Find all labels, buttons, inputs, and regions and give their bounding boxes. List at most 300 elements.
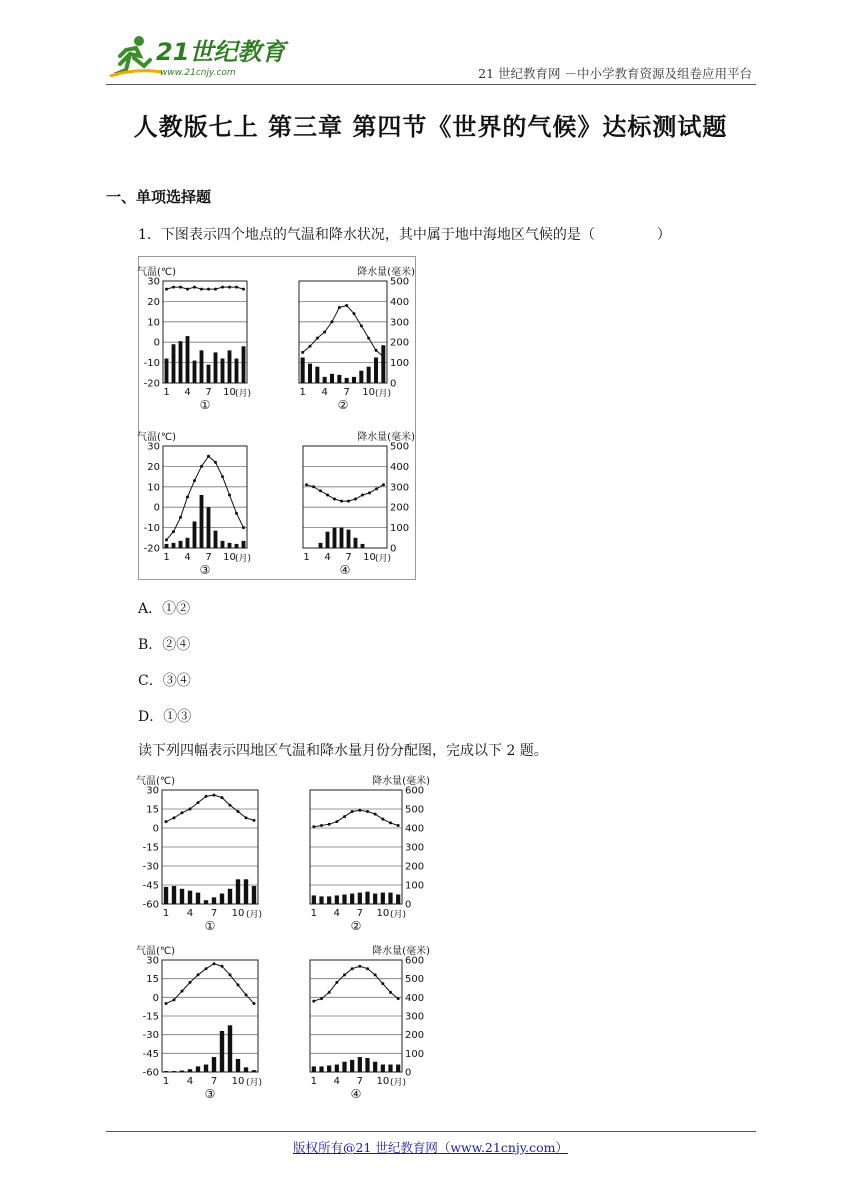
precip-bar <box>228 1025 232 1072</box>
temp-point <box>319 489 322 492</box>
precip-bar <box>396 1065 400 1072</box>
temp-point <box>237 983 240 986</box>
month-tick-label: 1 <box>303 552 310 563</box>
logo-text: 21世纪教育 <box>156 38 286 66</box>
temp-point <box>235 512 238 515</box>
month-tick-label: 7 <box>345 552 352 563</box>
month-tick-label: 7 <box>205 552 212 563</box>
month-tick-label: 4 <box>186 1076 194 1087</box>
temp-point <box>181 811 184 814</box>
precip-bar <box>207 365 211 383</box>
temp-point <box>228 493 231 496</box>
precip-axis-label: 降水量(毫米) <box>357 267 415 278</box>
section-heading: 一、单项选择题 <box>106 188 212 206</box>
panel-label: ③ <box>204 1087 216 1101</box>
month-tick-label: 10 <box>376 908 390 919</box>
panel-label: ② <box>337 398 349 412</box>
temp-point <box>207 288 210 291</box>
precip-tick-label: 200 <box>405 861 425 873</box>
temp-point <box>221 286 224 289</box>
temp-line <box>167 287 244 289</box>
precip-bar <box>221 541 225 548</box>
precip-bar <box>244 879 248 904</box>
option-b[interactable]: B．②④ <box>138 637 191 653</box>
temp-point <box>205 967 208 970</box>
month-tick-label: 10 <box>376 1076 390 1087</box>
temp-point <box>351 967 354 970</box>
temp-point <box>374 973 377 976</box>
temp-point <box>197 801 200 804</box>
month-unit-label: (月) <box>389 910 407 920</box>
temp-point <box>328 823 331 826</box>
precip-bar <box>350 894 354 904</box>
plot-frame <box>299 281 387 383</box>
month-tick-label: 4 <box>333 1076 341 1087</box>
month-tick-label: 7 <box>210 908 218 919</box>
month-tick-label: 4 <box>333 908 341 919</box>
temp-point <box>360 324 363 327</box>
month-tick-label: 10 <box>223 552 236 563</box>
precip-bar <box>212 897 216 904</box>
precip-tick-label: 400 <box>390 296 410 308</box>
precip-tick-label: 600 <box>405 785 425 797</box>
precip-bar <box>221 359 225 383</box>
plot-frame <box>163 281 247 383</box>
precip-bar <box>242 346 246 383</box>
logo-url: www.21cnjy.com <box>160 68 236 78</box>
precip-bar <box>308 364 312 383</box>
temp-point <box>351 810 354 813</box>
precip-bar <box>252 1070 256 1072</box>
temp-point <box>312 1000 315 1003</box>
precip-bar <box>186 538 190 548</box>
temp-point <box>181 990 184 993</box>
precip-bar <box>188 1069 192 1072</box>
footer-divider <box>106 1131 756 1132</box>
temp-point <box>361 493 364 496</box>
temp-point <box>347 500 350 503</box>
temp-point <box>213 794 216 797</box>
month-tick-label: 10 <box>223 387 236 398</box>
precip-bar <box>365 1058 369 1072</box>
temp-point <box>229 804 232 807</box>
temp-point <box>200 288 203 291</box>
month-tick-label: 1 <box>163 387 170 398</box>
temp-point <box>381 818 384 821</box>
month-tick-label: 10 <box>362 387 376 398</box>
precip-bar <box>179 541 183 548</box>
precip-bar <box>196 893 200 904</box>
site-logo <box>106 30 296 80</box>
month-tick-label: 1 <box>163 552 170 563</box>
temp-point <box>358 965 361 968</box>
precip-bar <box>235 359 239 383</box>
temp-point <box>193 286 196 289</box>
month-tick-label: 1 <box>299 387 306 398</box>
precip-bar <box>188 891 192 904</box>
temp-point <box>316 337 319 340</box>
precip-bar <box>359 371 363 383</box>
temp-point <box>173 998 176 1001</box>
temp-point <box>214 461 217 464</box>
precip-bar <box>186 336 190 383</box>
precip-bar <box>327 1065 331 1072</box>
temp-point <box>389 821 392 824</box>
precip-bar <box>373 1062 377 1072</box>
temp-tick-label: -10 <box>143 523 160 535</box>
header-divider <box>106 84 756 85</box>
precip-bar <box>350 1060 354 1072</box>
precip-bar <box>165 359 169 383</box>
precip-bar <box>340 528 344 548</box>
temp-point <box>205 795 208 798</box>
temp-tick-label: 0 <box>152 823 159 835</box>
precip-bar <box>315 367 319 383</box>
temp-point <box>366 967 369 970</box>
month-tick-label: 4 <box>321 387 328 398</box>
month-unit-label: (月) <box>374 554 392 564</box>
temp-point <box>366 810 369 813</box>
precip-bar <box>196 1066 200 1072</box>
precip-bar <box>381 345 385 383</box>
temp-tick-label: -20 <box>143 378 160 390</box>
precip-bar <box>330 374 334 383</box>
precip-bar <box>172 543 176 548</box>
precip-bar <box>228 889 232 904</box>
precip-bar <box>373 894 377 904</box>
temp-point <box>221 475 224 478</box>
temp-point <box>165 1002 168 1005</box>
precip-bar <box>204 1065 208 1072</box>
temp-point <box>382 355 385 358</box>
precip-bar <box>164 887 168 904</box>
page-header <box>106 28 756 84</box>
precip-bar <box>367 367 371 383</box>
temp-point <box>354 498 357 501</box>
panel-label: ① <box>204 919 216 933</box>
footer-copyright[interactable]: 版权所有@21 世纪教育网（www.21cnjy.com） <box>292 1140 569 1155</box>
temp-tick-label: -60 <box>142 899 159 911</box>
precip-bar <box>165 544 169 548</box>
precip-bar <box>345 378 349 383</box>
precip-bar <box>347 530 351 548</box>
temp-tick-label: -45 <box>142 880 159 892</box>
temp-axis-label: 气温(℃) <box>136 946 176 957</box>
temp-point <box>179 516 182 519</box>
precip-tick-label: 100 <box>405 880 425 892</box>
month-tick-label: 4 <box>184 552 191 563</box>
precip-bar <box>200 495 204 548</box>
precip-bar <box>335 895 339 904</box>
temp-point <box>200 465 203 468</box>
temp-point <box>189 981 192 984</box>
month-tick-label: 7 <box>356 908 364 919</box>
temp-tick-label: 15 <box>146 974 159 986</box>
temp-line <box>307 485 384 501</box>
temp-axis-label: 气温(℃) <box>136 776 176 787</box>
precip-bar <box>361 544 365 548</box>
month-tick-label: 4 <box>184 387 191 398</box>
temp-line <box>314 966 398 1001</box>
precip-bar <box>180 889 184 904</box>
precip-bar <box>236 1059 240 1072</box>
precip-tick-label: 400 <box>405 992 425 1004</box>
month-unit-label: (月) <box>234 389 252 399</box>
temp-point <box>186 288 189 291</box>
temp-point <box>340 500 343 503</box>
temp-point <box>253 819 256 822</box>
temp-point <box>242 526 245 529</box>
temp-tick-label: 0 <box>153 337 160 349</box>
runner-icon <box>110 36 162 76</box>
temp-point <box>331 320 334 323</box>
precip-bar <box>179 341 183 383</box>
question-1-stem <box>138 224 671 244</box>
precip-bar <box>312 1066 316 1072</box>
precip-bar <box>220 894 224 904</box>
month-tick-label: 7 <box>210 1076 218 1087</box>
temp-point <box>221 965 224 968</box>
precip-bar <box>212 1057 216 1072</box>
precip-tick-label: 500 <box>390 276 410 288</box>
temp-point <box>343 973 346 976</box>
temp-point <box>229 973 232 976</box>
temp-point <box>374 813 377 816</box>
plot-frame <box>303 446 387 548</box>
temp-point <box>328 991 331 994</box>
temp-point <box>228 286 231 289</box>
precip-tick-label: 400 <box>405 823 425 835</box>
precip-tick-label: 0 <box>390 543 397 555</box>
month-tick-label: 7 <box>356 1076 364 1087</box>
month-tick-label: 7 <box>343 387 350 398</box>
precip-bar <box>354 538 358 548</box>
climate-chart-q2-svg <box>124 770 430 1101</box>
precip-bar <box>381 893 385 904</box>
precip-bar <box>200 350 204 383</box>
precip-bar <box>172 886 176 904</box>
precip-bar <box>180 1071 184 1072</box>
precip-tick-label: 200 <box>405 1030 425 1042</box>
temp-point <box>172 286 175 289</box>
precip-bar <box>172 344 176 383</box>
panel-label: ② <box>350 919 362 933</box>
month-unit-label: (月) <box>234 554 252 564</box>
precip-tick-label: 0 <box>405 899 412 911</box>
temp-point <box>345 304 348 307</box>
precip-tick-label: 300 <box>390 317 410 329</box>
precip-bar <box>388 1065 392 1072</box>
precip-bar <box>327 896 331 904</box>
precip-tick-label: 0 <box>390 378 397 390</box>
precip-bar <box>319 543 323 548</box>
document-title: 人教版七上 第三章 第四节《世界的气候》达标测试题 <box>133 112 728 141</box>
month-tick-label: 1 <box>162 908 170 919</box>
precip-bar <box>301 358 305 384</box>
month-unit-label: (月) <box>389 1078 407 1088</box>
temp-point <box>253 1002 256 1005</box>
precip-bar <box>220 1031 224 1072</box>
panel-label: ④ <box>350 1087 362 1101</box>
precip-bar <box>242 541 246 548</box>
temp-line <box>314 810 398 826</box>
precip-bar <box>374 358 378 384</box>
precip-bar <box>335 1065 339 1072</box>
temp-tick-label: -30 <box>142 1030 159 1042</box>
temp-point <box>320 824 323 827</box>
precip-bar <box>214 352 218 383</box>
temp-point <box>165 820 168 823</box>
temp-point <box>242 288 245 291</box>
precip-axis-label: 降水量(毫米) <box>357 432 415 443</box>
temp-tick-label: -20 <box>143 543 160 555</box>
month-tick-label: 4 <box>324 552 331 563</box>
precip-axis-label: 降水量(毫米) <box>372 776 430 787</box>
precip-tick-label: 500 <box>405 804 425 816</box>
question-2-intro: 读下列四幅表示四地区气温和降水量月份分配图，完成以下 2 题。 <box>138 743 548 759</box>
temp-point <box>186 496 189 499</box>
temp-point <box>375 349 378 352</box>
temp-point <box>305 483 308 486</box>
precip-bar <box>204 900 208 904</box>
temp-point <box>221 796 224 799</box>
option-a[interactable]: A．①② <box>138 601 191 617</box>
precip-tick-label: 300 <box>390 482 410 494</box>
precip-bar <box>193 521 197 548</box>
precip-tick-label: 300 <box>405 1011 425 1023</box>
precip-tick-label: 400 <box>390 461 410 473</box>
temp-point <box>353 312 356 315</box>
temp-point <box>368 491 371 494</box>
temp-point <box>397 824 400 827</box>
temp-tick-label: -10 <box>143 358 160 370</box>
temp-point <box>397 997 400 1000</box>
temp-point <box>235 286 238 289</box>
temp-point <box>245 816 248 819</box>
precip-bar <box>388 893 392 904</box>
temp-point <box>323 331 326 334</box>
panel-label: ③ <box>199 563 211 577</box>
temp-point <box>335 981 338 984</box>
climate-chart-q1-svg <box>139 257 415 579</box>
precip-bar <box>333 528 337 548</box>
precip-tick-label: 600 <box>405 955 425 967</box>
precip-bar <box>228 350 232 383</box>
temp-tick-label: 20 <box>147 461 160 473</box>
temp-point <box>179 286 182 289</box>
temp-point <box>333 498 336 501</box>
temp-tick-label: 30 <box>146 955 159 967</box>
precip-tick-label: 300 <box>405 842 425 854</box>
temp-point <box>197 973 200 976</box>
precip-bar <box>337 375 341 383</box>
precip-bar <box>319 1066 323 1072</box>
temp-point <box>375 487 378 490</box>
precip-bar <box>342 895 346 905</box>
temp-point <box>335 820 338 823</box>
temp-point <box>207 455 210 458</box>
temp-point <box>245 993 248 996</box>
temp-tick-label: 15 <box>146 804 159 816</box>
temp-point <box>320 997 323 1000</box>
temp-point <box>189 808 192 811</box>
temp-point <box>389 991 392 994</box>
month-unit-label: (月) <box>245 1078 263 1088</box>
precip-bar <box>228 543 232 548</box>
temp-point <box>343 815 346 818</box>
precip-bar <box>358 1057 362 1072</box>
temp-tick-label: 30 <box>147 441 160 453</box>
temp-point <box>382 483 385 486</box>
temp-tick-label: -15 <box>142 1011 159 1023</box>
temp-tick-label: -45 <box>142 1048 159 1060</box>
precip-bar <box>252 886 256 904</box>
precip-bar <box>342 1062 346 1072</box>
panel-label: ④ <box>339 563 351 577</box>
precip-tick-label: 100 <box>390 523 410 535</box>
month-tick-label: 1 <box>162 1076 170 1087</box>
option-d[interactable]: D．①③ <box>138 709 192 725</box>
temp-point <box>309 345 312 348</box>
precip-bar <box>214 531 218 548</box>
month-tick-label: 1 <box>310 1076 318 1087</box>
temp-point <box>214 288 217 291</box>
precip-bar <box>352 377 356 383</box>
temp-point <box>165 288 168 291</box>
month-tick-label: 7 <box>205 387 212 398</box>
month-tick-label: 10 <box>363 552 376 563</box>
temp-line <box>166 795 254 822</box>
temp-point <box>338 306 341 309</box>
option-c[interactable]: C．③④ <box>138 673 191 689</box>
precip-bar <box>365 892 369 904</box>
precip-tick-label: 500 <box>405 974 425 986</box>
precip-bar <box>235 544 239 548</box>
temp-axis-label: 气温(℃) <box>137 267 177 278</box>
temp-tick-label: 10 <box>147 482 160 494</box>
precip-bar <box>358 893 362 904</box>
temp-tick-label: 30 <box>146 785 159 797</box>
temp-tick-label: 20 <box>147 296 160 308</box>
temp-tick-label: -15 <box>142 842 159 854</box>
precip-tick-label: 500 <box>390 441 410 453</box>
temp-tick-label: -30 <box>142 861 159 873</box>
temp-point <box>165 538 168 541</box>
precip-bar <box>323 377 327 383</box>
precip-tick-label: 100 <box>405 1048 425 1060</box>
temp-point <box>312 485 315 488</box>
month-tick-label: 1 <box>310 908 318 919</box>
precip-bar <box>172 1071 176 1072</box>
precip-bar <box>244 1067 248 1072</box>
temp-point <box>301 351 304 354</box>
precip-axis-label: 降水量(毫米) <box>372 946 430 957</box>
precip-bar <box>326 532 330 548</box>
precip-tick-label: 200 <box>390 337 410 349</box>
month-tick-label: 10 <box>231 908 245 919</box>
temp-axis-label: 气温(℃) <box>137 432 177 443</box>
question-1-close: ） <box>656 227 671 243</box>
precip-bar <box>164 1071 168 1072</box>
month-unit-label: (月) <box>374 389 392 399</box>
precip-bar <box>312 895 316 904</box>
temp-point <box>312 825 315 828</box>
question-1-text: 1．下图表示四个地点的气温和降水状况，其中属于地中海地区气候的是（ <box>138 227 595 243</box>
temp-tick-label: -60 <box>142 1067 159 1079</box>
temp-point <box>213 962 216 965</box>
temp-line <box>303 305 384 356</box>
month-tick-label: 10 <box>231 1076 245 1087</box>
